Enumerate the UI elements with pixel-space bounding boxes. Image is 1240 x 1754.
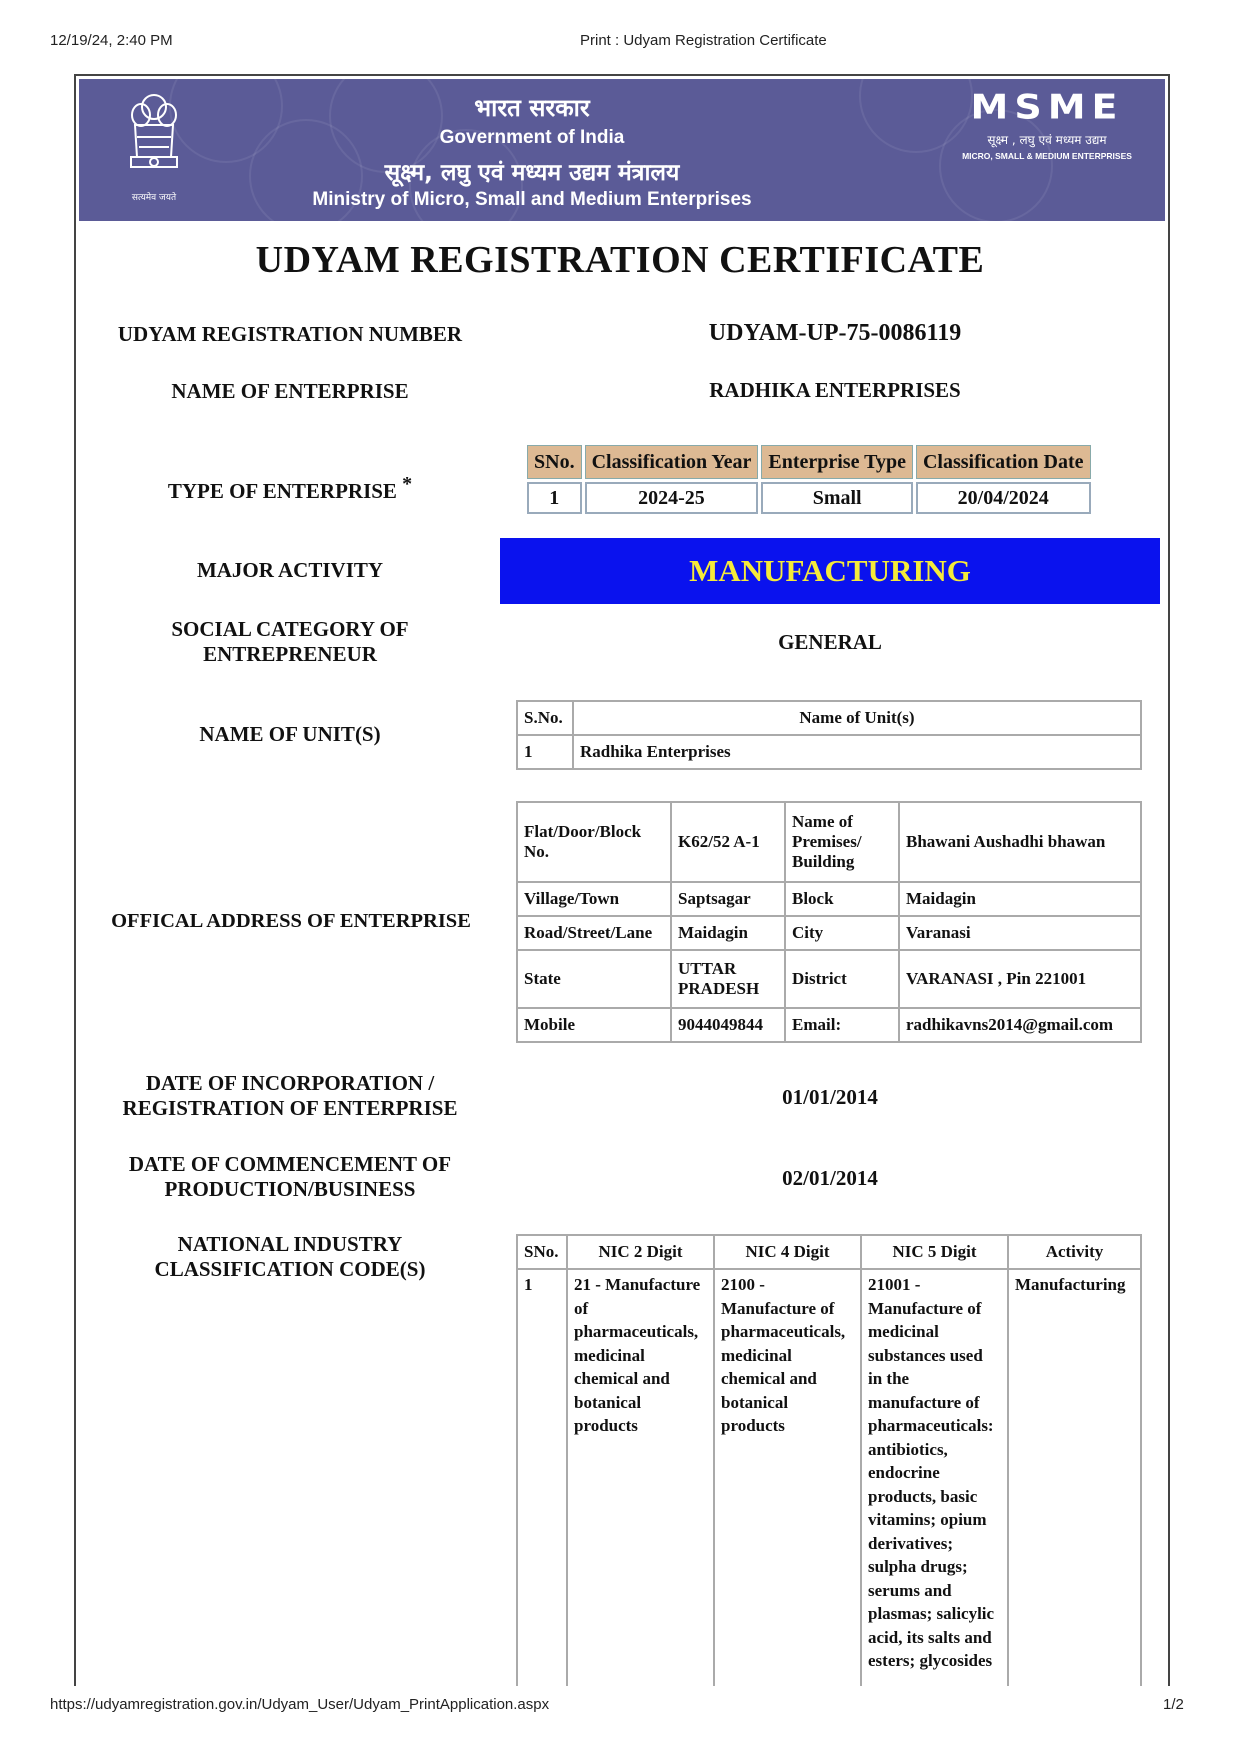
nic-table [516,1234,1142,1710]
banner-hindi-ministry: सूक्ष्म, लघु एवं मध्यम उद्यम मंत्रालय [384,160,680,186]
nic-row [517,1269,1141,1709]
address-row-village [517,882,1141,916]
address-email-label: Email: [785,1008,899,1042]
msme-logo-wordmark: MSME [970,87,1124,127]
msme-logo-subtitle: MICRO, SMALL & MEDIUM ENTERPRISES [962,151,1132,161]
nic-header-2digit: NIC 2 Digit [567,1235,714,1269]
address-road-value: Maidagin [671,916,785,950]
address-flat-value: K62/52 A-1 [671,802,785,882]
enterprise-type-label [90,472,490,504]
classification-header-type: Enterprise Type [761,445,913,479]
units-table [516,700,1142,770]
incorporation-date: 01/01/2014 [782,1085,878,1109]
reg-number-label: UDYAM REGISTRATION NUMBER [117,322,463,346]
major-activity-label: MAJOR ACTIVITY [196,558,384,582]
nic-sno: 1 [517,1269,567,1709]
address-city-value: Varanasi [899,916,1141,950]
social-category-label-line2: ENTREPRENEUR [203,642,377,666]
nic-label-line1: NATIONAL INDUSTRY [177,1232,403,1256]
incorporation-label-line2: REGISTRATION OF ENTERPRISE [122,1096,458,1120]
address-flat-label: Flat/Door/Block No. [517,802,671,882]
banner-ministry: Ministry of Micro, Small and Medium Enterprises [312,189,752,210]
address-village-label: Village/Town [517,882,671,916]
classification-header-row [527,445,1091,479]
units-header-sno: S.No. [517,701,573,735]
nic-2digit: 21 - Manufacture of pharmaceuticals, medicinal chemical and botanical products [567,1269,714,1709]
print-datetime: 12/19/24, 2:40 PM [50,32,173,49]
nic-header-4digit: NIC 4 Digit [714,1235,861,1269]
certificate-title: UDYAM REGISTRATION CERTIFICATE [255,239,985,281]
address-block-label: Block [785,882,899,916]
address-row-contact [517,1008,1141,1042]
commencement-label-line1: DATE OF COMMENCEMENT OF [128,1152,452,1176]
social-category-value: GENERAL [778,630,882,654]
enterprise-name-value: RADHIKA ENTERPRISES [709,378,961,402]
units-header-row [517,701,1141,735]
address-district-value: VARANASI , Pin 221001 [899,950,1141,1008]
msme-logo [957,85,1137,165]
classification-header-sno: SNo. [527,445,582,479]
banner-hindi-government: भारत सरकार [474,94,590,122]
address-district-label: District [785,950,899,1008]
classification-sno: 1 [527,482,582,514]
print-title: Print : Udyam Registration Certificate [580,32,827,49]
print-url: https://udyamregistration.gov.in/Udyam_User/Udyam_PrintApplication.aspx [50,1696,550,1713]
nic-4digit: 2100 - Manufacture of pharmaceuticals, medicinal chemical and botanical products [714,1269,861,1709]
units-header-name: Name of Unit(s) [573,701,1141,735]
commencement-label-line2: PRODUCTION/BUSINESS [164,1177,416,1201]
address-state-label: State [517,950,671,1008]
nic-5digit: 21001 - Manufacture of medicinal substances used in the manufacture of pharmaceuticals: antibiotics, endocrine products, basic vitamins; opium derivatives; sulpha drugs; serums and plasmas; salicylic acid, its salts and esters; glycosides [861,1269,1008,1709]
enterprise-name-label: NAME OF ENTERPRISE [171,379,409,403]
enterprise-type-label-text: TYPE OF ENTERPRISE [167,479,397,503]
major-activity-value: MANUFACTURING [500,538,1160,604]
units-row [517,735,1141,769]
classification-table [524,442,1094,517]
government-banner [79,79,1165,221]
classification-enterprise-type: Small [761,482,913,514]
address-row-road [517,916,1141,950]
address-label: OFFICAL ADDRESS OF ENTERPRISE [111,910,471,932]
enterprise-type-mark: * [402,473,413,495]
nic-header-5digit: NIC 5 Digit [861,1235,1008,1269]
nic-label-line2: CLASSIFICATION CODE(S) [154,1257,426,1281]
address-row-state [517,950,1141,1008]
address-mobile-value: 9044049844 [671,1008,785,1042]
reg-number-value: UDYAM-UP-75-0086119 [708,320,962,346]
units-label: NAME OF UNIT(S) [199,722,381,746]
units-name: Radhika Enterprises [573,735,1141,769]
commencement-label [90,1152,490,1202]
classification-header-year: Classification Year [585,445,759,479]
address-road-label: Road/Street/Lane [517,916,671,950]
emblem-motto: सत्यमेव जयते [131,193,177,203]
nic-header-sno: SNo. [517,1235,567,1269]
address-email-value: radhikavns2014@gmail.com [899,1008,1141,1042]
address-premises-label: Name of Premises/ Building [785,802,899,882]
address-village-value: Saptsagar [671,882,785,916]
incorporation-label-line1: DATE OF INCORPORATION / [145,1071,435,1095]
social-category-label [90,617,490,667]
print-page-number: 1/2 [1163,1696,1184,1713]
commencement-date: 02/01/2014 [782,1166,878,1190]
address-row-flat [517,802,1141,882]
incorporation-label [90,1071,490,1121]
address-table [516,801,1142,1043]
banner-government-of-india: Government of India [439,127,625,148]
social-category-label-line1: SOCIAL CATEGORY OF [171,617,409,641]
address-premises-value: Bhawani Aushadhi bhawan [899,802,1141,882]
classification-year: 2024-25 [585,482,759,514]
msme-logo-hindi: सूक्ष्म , लघु एवं मध्यम उद्यम [987,133,1107,147]
units-sno: 1 [517,735,573,769]
address-state-value: UTTAR PRADESH [671,950,785,1008]
classification-header-date: Classification Date [916,445,1091,479]
nic-header-row [517,1235,1141,1269]
address-mobile-label: Mobile [517,1008,671,1042]
classification-date: 20/04/2024 [916,482,1091,514]
classification-row [527,482,1091,514]
address-city-label: City [785,916,899,950]
address-block-value: Maidagin [899,882,1141,916]
nic-activity: Manufacturing [1008,1269,1141,1709]
nic-label [90,1232,490,1282]
nic-header-activity: Activity [1008,1235,1141,1269]
